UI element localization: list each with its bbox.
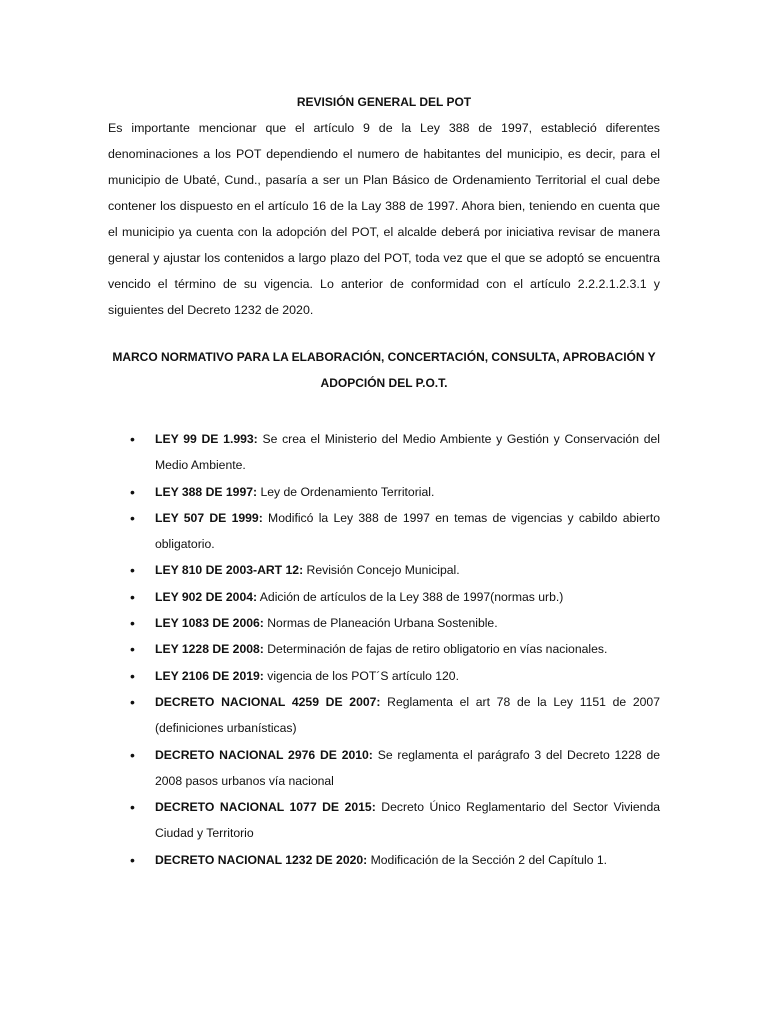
law-item [108,584,660,610]
law-item [108,479,660,505]
law-description: Modificó la Ley 388 de 1997 en temas de vigencias y cabildo abierto obligatorio. [155,510,661,552]
bullet-icon: • [130,483,135,500]
law-name: LEY 902 DE 2004: [155,589,258,604]
law-name: LEY 2106 DE 2019: [155,668,264,683]
bullet-icon: • [130,431,135,447]
law-item [108,847,660,873]
document-title: REVISIÓN GENERAL DEL POT [296,95,472,109]
law-name: LEY 1083 DE 2006: [155,616,264,631]
law-item [108,742,660,795]
bullet-icon: • [130,615,135,632]
law-item [108,557,660,583]
law-description: Ley de Ordenamiento Territorial. [260,484,435,499]
law-item [108,689,660,742]
bullet-icon: • [130,693,135,710]
law-item [108,636,660,662]
law-name: LEY 1228 DE 2008: [155,642,264,657]
law-description: Se reglamenta el parágrafo 3 del Decreto 1228 de 2008 pasos urbanos vía nacional [155,747,660,788]
bullet-icon: • [130,746,135,763]
law-description: vigencia de los POT´S artículo 120. [267,668,459,683]
bullet-icon: • [130,851,135,868]
law-description: Reglamenta el art 78 de la Ley 1151 de 2007 (definiciones urbanísticas) [155,694,660,736]
law-name: DECRETO NACIONAL 2976 DE 2010: [155,747,373,762]
bullet-icon: • [130,799,135,816]
bullet-icon: • [130,588,135,605]
bullet-icon: • [130,562,135,579]
section-title: MARCO NORMATIVO PARA LA ELABORACIÓN, CONCERTACIÓN, CONSULTA, APROBACIÓN Y ADOPCIÓN DEL P.O.T. [112,350,656,390]
law-item [108,610,660,636]
law-item [108,663,660,689]
law-item [108,505,660,558]
law-description: Modificación de la Sección 2 del Capítulo 1. [370,852,608,867]
law-name: DECRETO NACIONAL 1232 DE 2020: [155,852,368,867]
law-description: Determinación de fajas de retiro obligatorio en vías nacionales. [267,642,608,657]
bullet-icon: • [130,667,135,684]
law-item [108,794,660,847]
law-name: LEY 388 DE 1997: [155,484,258,499]
law-list [108,426,660,873]
bullet-icon: • [130,509,135,526]
bullet-icon: • [130,641,135,658]
law-description: Adición de artículos de la Ley 388 de 1997(normas urb.) [259,589,564,604]
law-description: Decreto Único Reglamentario del Sector Vivienda Ciudad y Territorio [155,800,661,841]
law-name: LEY 507 DE 1999: [155,510,263,525]
law-item [108,426,660,479]
law-description: Se crea el Ministerio del Medio Ambiente y Gestión y Conservación del Medio Ambiente. [155,432,660,473]
intro-paragraph: Es importante mencionar que el artículo 9 de la Ley 388 de 1997, estableció diferentes denominaciones a los POT dependiendo el numero de habitantes del municipio, es decir, para el municipio de Ubaté, Cund., pasaría a ser un Plan Básico de Ordenamiento Territorial el cual debe contener los dispuesto en el artículo 16 de la Lay 388 de 1997. Ahora bien, teniendo en cuenta que el municipio ya cuenta con la adopción del POT, el alcalde deberá por iniciativa revisar de manera general y ajustar los contenidos a largo plazo del POT, toda vez que el que se adoptó se encuentra vencido el término de su vigencia. Lo anterior de conformidad con el artículo 2.2.2.1.2.3.1 y siguientes del Decreto 1232 de 2020. [108,121,660,317]
law-description: Revisión Concejo Municipal. [306,563,460,578]
law-name: LEY 810 DE 2003-ART 12: [155,563,304,578]
law-name: DECRETO NACIONAL 4259 DE 2007: [155,694,381,709]
law-name: DECRETO NACIONAL 1077 DE 2015: [155,800,376,815]
law-description: Normas de Planeación Urbana Sostenible. [267,616,498,631]
law-name: LEY 99 DE 1.993: [155,432,258,446]
